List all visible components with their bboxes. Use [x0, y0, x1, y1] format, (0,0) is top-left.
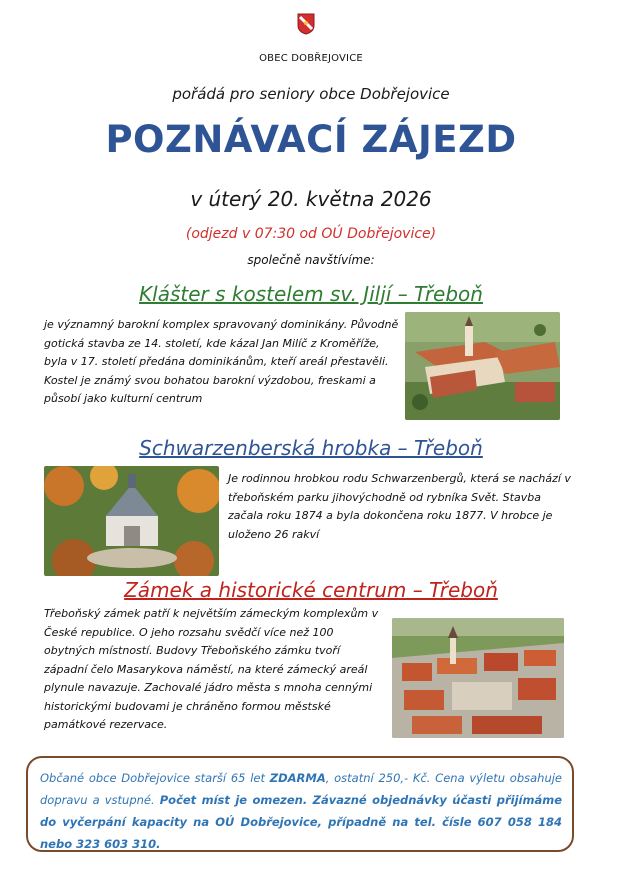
section-text-monastery: je významný barokní komplex spravovaný dominikány. Původně gotická stavba ze 14. století, kde kázal Jan Milíč z Kroměříže, byla v 17. století předána dominikánům, kteří areál přestavěli. Kostel je známý svou bohatou barokní výzdobou, freskami a působí jako kulturní centrum: [44, 318, 399, 405]
info-text-booking: Počet míst je omezen. Závazné objednávky účasti přijímáme do vyčerpání kapacity na OÚ Dobřejovice, případně na tel. čísle 607 058 184 nebo 323 603 310.: [40, 793, 562, 851]
section-heading-tomb: Schwarzenberská hrobka – Třeboň: [139, 436, 483, 460]
trip-date: v úterý 20. května 2026: [190, 187, 432, 211]
visit-intro: společně navštívíme:: [247, 253, 375, 267]
tomb-aerial-photo: [44, 466, 219, 576]
monastery-aerial-photo: [405, 312, 560, 420]
info-text-eligibility: Občané obce Dobřejovice starší 65 let: [40, 771, 270, 785]
subtitle: pořádá pro seniory obce Dobřejovice: [172, 85, 450, 103]
town-aerial-photo: [392, 618, 564, 738]
departure-info: (odjezd v 07:30 od OÚ Dobřejovice): [185, 226, 437, 242]
page-title: POZNÁVACÍ ZÁJEZD: [105, 118, 517, 161]
info-text-free: ZDARMA: [269, 771, 326, 785]
municipal-crest-icon: [297, 13, 315, 35]
section-heading-castle: Zámek a historické centrum – Třeboň: [124, 578, 498, 602]
section-text-tomb: Je rodinnou hrobkou rodu Schwarzenbergů, která se nachází v třeboňském parku jihovýchodně od rybníka Svět. Stavba začala roku 1874 a byla dokončena roku 1877. V hrobce je uloženo 26 rakví: [228, 472, 571, 541]
section-heading-monastery: Klášter s kostelem sv. Jiljí – Třeboň: [139, 282, 483, 306]
organizer-name: OBEC DOBŘEJOVICE: [259, 53, 363, 64]
info-text-price: , ostatní 250,- Kč. Cena výletu obsahuje dopravu a vstupné.: [40, 771, 562, 807]
info-box: [26, 756, 574, 852]
section-text-castle: Třeboňský zámek patří k největším zámeckým komplexům v České republice. O jeho rozsahu svědčí více než 100 obytných místností. Budovy Třeboňského zámku tvoří západní čelo Masarykova náměstí, na které zámecký areál plynule navazuje. Zachovalé jádro města s mnoha cennými historickými budovami je chráněno formou městské památkové rezervace.: [44, 607, 379, 731]
